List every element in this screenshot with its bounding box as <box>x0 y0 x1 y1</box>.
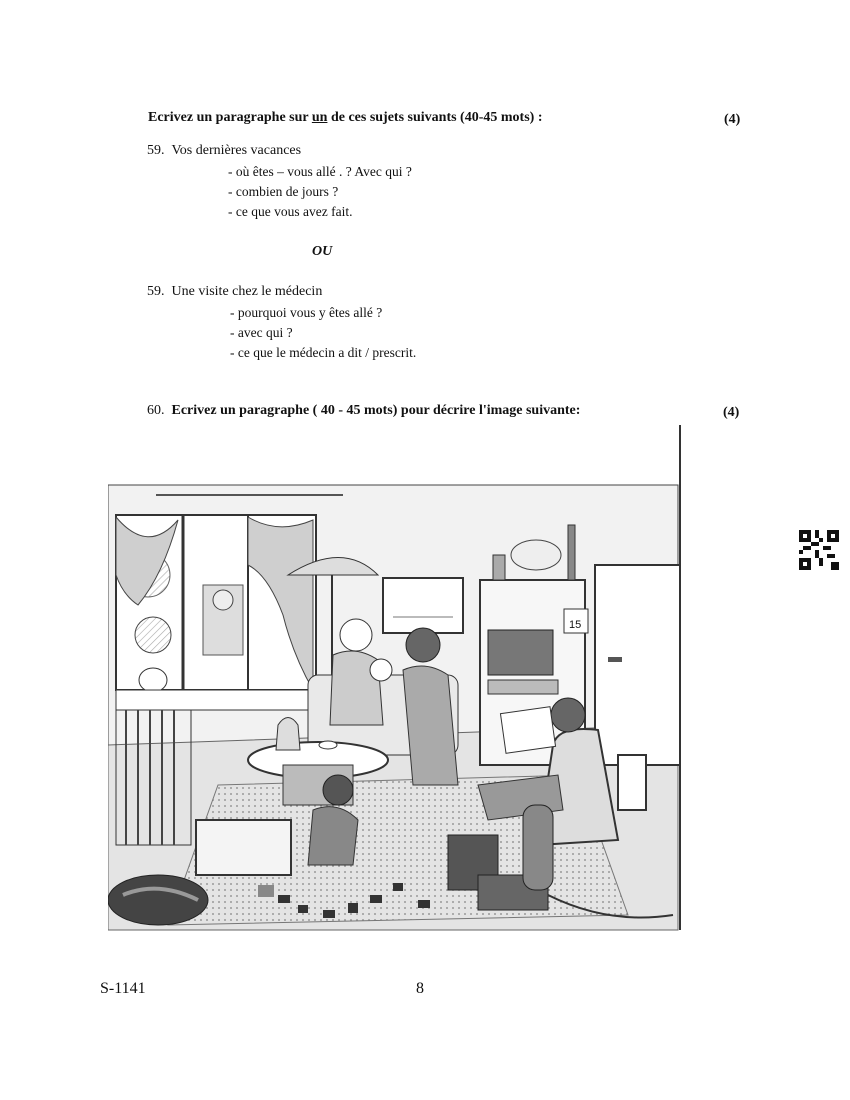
calendar-number: 15 <box>569 619 582 631</box>
instructions-marks: (4) <box>724 112 741 127</box>
qr-code <box>799 530 839 570</box>
instructions-prefix: Ecrivez un paragraphe sur <box>148 110 312 125</box>
footer-code: S-1141 <box>100 980 146 997</box>
q59b-bullet-3: - ce que le médecin a dit / prescrit. <box>230 345 417 360</box>
instructions-line <box>148 110 542 126</box>
q59a-title: Vos dernières vacances <box>171 143 302 158</box>
q60-marks: (4) <box>723 405 740 420</box>
q60-number: 60. <box>147 403 165 418</box>
q59b-number: 59. <box>147 284 165 299</box>
q60-text: Ecrivez un paragraphe ( 40 - 45 mots) pour décrire l'image suivante: <box>171 403 581 418</box>
toy-box <box>196 820 291 875</box>
q59b-heading <box>147 284 322 300</box>
door <box>595 565 680 765</box>
q59a-number: 59. <box>147 143 165 158</box>
instructions-underlined-word: un <box>311 110 328 125</box>
q59a-heading <box>147 143 301 159</box>
q59a-bullet-3: - ce que vous avez fait. <box>228 204 353 219</box>
q59a-bullet-2: - combien de jours ? <box>228 184 339 199</box>
q59b-bullet-2: - avec qui ? <box>230 325 293 340</box>
wall-painting <box>383 578 463 633</box>
living-room-illustration <box>108 425 683 935</box>
q59b-title: Une visite chez le médecin <box>171 284 323 299</box>
floor-cushion <box>108 875 208 925</box>
q59b-bullet-1: - pourquoi vous y êtes allé ? <box>230 305 383 320</box>
q60-heading <box>147 403 580 419</box>
window <box>116 515 316 690</box>
instructions-suffix: de ces sujets suivants (40-45 mots) : <box>327 110 543 125</box>
q59a-bullet-1: - où êtes – vous allé . ? Avec qui ? <box>228 164 412 179</box>
page-number: 8 <box>416 980 424 997</box>
or-label: OU <box>312 244 333 259</box>
